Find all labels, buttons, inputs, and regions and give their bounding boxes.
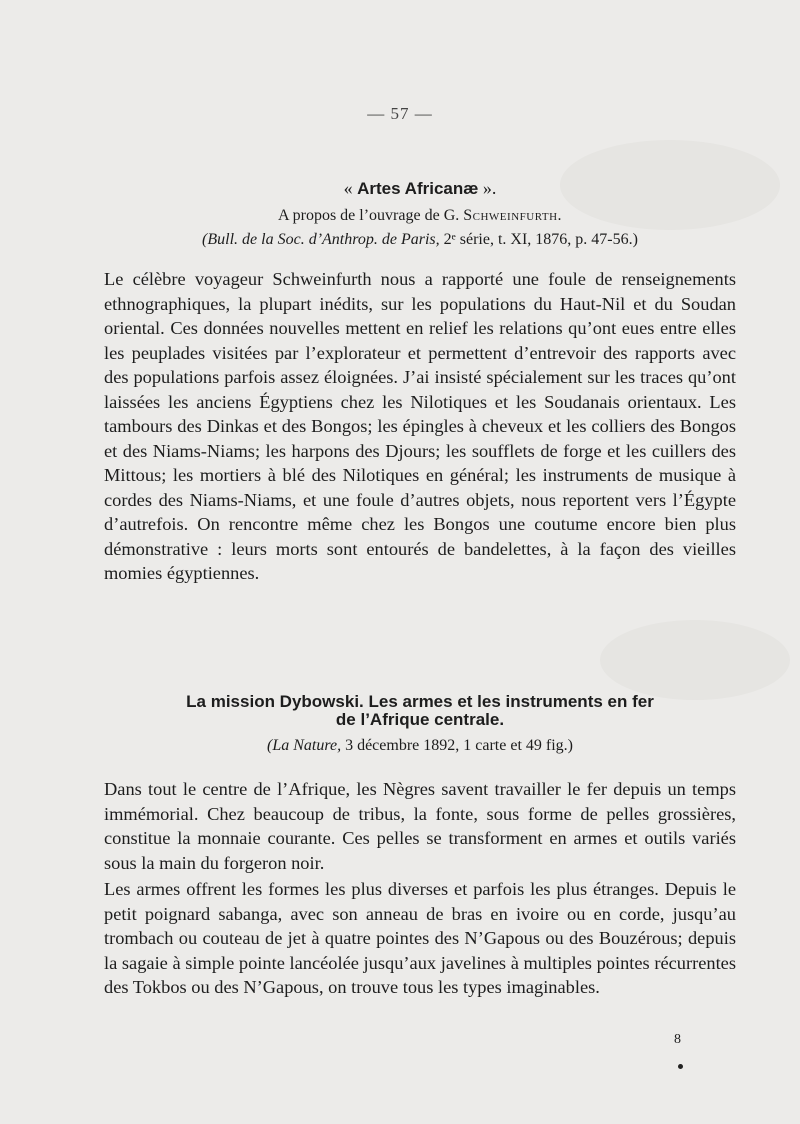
paper-stain: [600, 620, 790, 700]
body-paragraph: Dans tout le centre de l’Afrique, les Nègres savent travailler le fer depuis un temps immémorial. Chez beaucoup de tribus, la fonte, sous forme de pelles grossières, constitue la monnaie courante. Ces pelles se transforment en armes et outils variés sous la main du forgeron noir.: [104, 779, 736, 873]
body-paragraph: Les armes offrent les formes les plus diverses et parfois les plus étranges. Depuis le petit poignard sabanga, avec son anneau de bras en ivoire ou en corde, jusqu’au trombach ou couteau de jet à quatre pointes des N’Gapous ou des Bouzérous; depuis la sagaie à simple pointe lancéolée jusqu’aux javelines à multiples pointes récurrentes des Tokbos ou des N’Gapous, on trouve tous les types imaginables.: [104, 879, 736, 997]
section-artes-africanae: [104, 178, 736, 588]
signature-mark: 8: [674, 1032, 681, 1047]
title-line-1: La mission Dybowski. Les armes et les instruments en fer: [186, 692, 654, 711]
citation-journal: (Bull. de la Soc. d’Anthrop. de Paris,: [202, 231, 440, 248]
subtitle-author: Schweinfurth.: [463, 207, 563, 224]
section-citation: [104, 231, 736, 249]
ink-dot: [678, 1064, 683, 1069]
section-title: [104, 693, 736, 729]
title-open-quote: «: [343, 178, 358, 198]
citation-journal: (La Nature,: [267, 737, 342, 754]
title-line-2: de l’Afrique centrale.: [335, 710, 505, 729]
section-citation: [104, 737, 736, 755]
title-text: Artes Africanæ: [357, 179, 479, 198]
subtitle-prefix: A propos de l’ouvrage de G.: [277, 207, 464, 224]
citation-details: 3 décembre 1892, 1 carte et 49 fig.): [341, 737, 573, 754]
section-title: [104, 178, 736, 199]
citation-details: 2ᵉ série, t. XI, 1876, p. 47-56.): [439, 231, 638, 248]
section-mission-dybowski: [104, 693, 736, 1002]
title-close-quote: ».: [478, 178, 497, 198]
page-number: — 57 —: [367, 104, 433, 123]
section-subtitle: [104, 207, 736, 225]
body-paragraph: Le célèbre voyageur Schweinfurth nous a rapporté une foule de renseignements ethnographiques, la plupart inédits, sur les populations du Haut-Nil et du Soudan oriental. Ces données nouvelles mettent en relief les relations qu’ont eues entre elles les peuplades visitées par l’explorateur et permettent d’entrevoir des rapports avec des populations parfois assez éloignées. J’ai insisté spécialement sur les traces qu’ont laissées les anciens Égyptiens chez les Nilotiques et les Soudanais orientaux. Les tambours des Dinkas et des Bongos; les épingles à cheveux et les colliers des Bongos et des Niams-Niams; les harpons des Djours; les soufflets de forge et les cuillers des Mittous; les mortiers à blé des Nilotiques en général; les instruments de musique à cordes des Niams-Niams, et une foule d’autres objets, nous reportent vers l’Égypte d’autrefois. On rencontre même chez les Bongos une coutume encore bien plus démonstrative : leurs morts sont entourés de bandelettes, à la façon des vieilles momies égyptiennes.: [104, 269, 736, 583]
